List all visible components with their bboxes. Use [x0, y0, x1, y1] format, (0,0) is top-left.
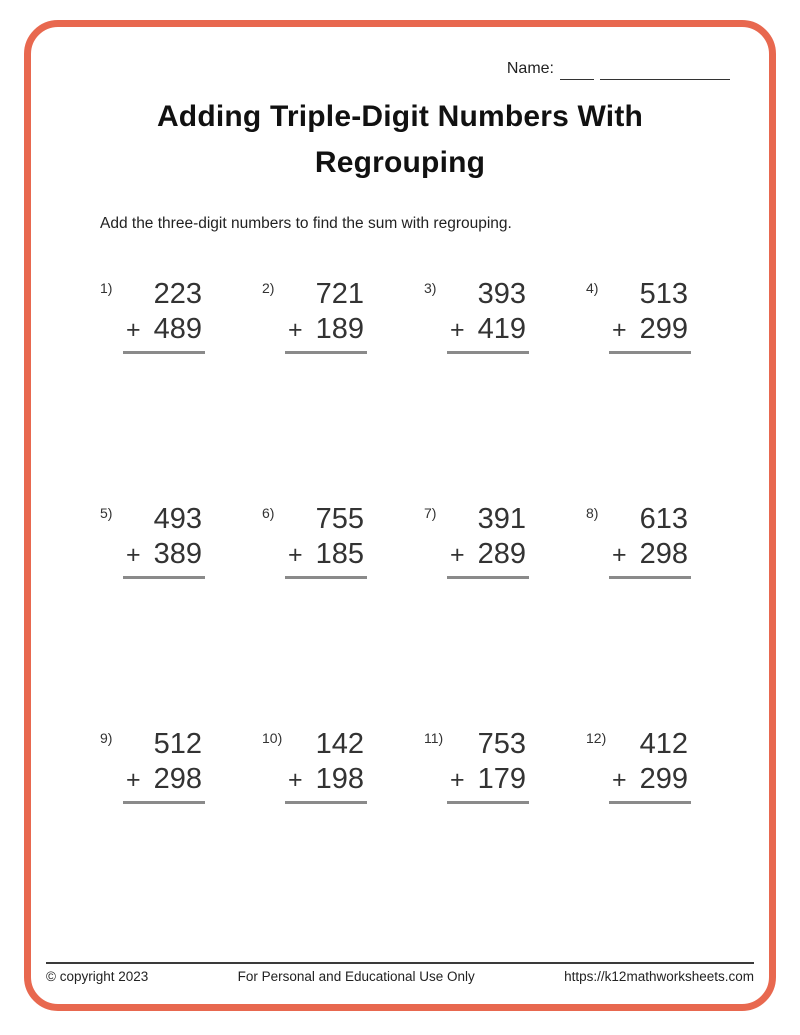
problem: [100, 727, 262, 804]
problem-column: [450, 277, 526, 354]
problem-number: 2): [262, 280, 275, 296]
name-line: [560, 60, 594, 80]
problem-column: [450, 727, 526, 804]
answer-line: [447, 351, 529, 354]
footer-url: https://k12mathworksheets.com: [564, 969, 754, 984]
problem-column: [126, 727, 202, 804]
plus-row: [126, 761, 202, 798]
problems-grid: [100, 277, 748, 804]
plus-operator: +: [288, 316, 303, 344]
addend-bottom: 299: [639, 313, 688, 345]
plus-row: [612, 311, 688, 348]
problem-column: [126, 277, 202, 354]
problem: [586, 727, 748, 804]
plus-row: [612, 536, 688, 573]
problem-number: 10): [262, 730, 283, 746]
plus-operator: +: [288, 541, 303, 569]
problem-number: 6): [262, 505, 275, 521]
problem: [100, 277, 262, 354]
problem: [586, 502, 748, 579]
answer-line: [447, 801, 529, 804]
plus-row: [288, 761, 364, 798]
plus-row: [126, 311, 202, 348]
addend-bottom: 198: [315, 763, 364, 795]
problem: [424, 277, 586, 354]
answer-line: [609, 576, 691, 579]
plus-operator: +: [288, 766, 303, 794]
addend-top: 223: [153, 278, 202, 310]
plus-operator: +: [450, 766, 465, 794]
problem: [262, 277, 424, 354]
addend-top: 393: [477, 278, 526, 310]
problem: [100, 502, 262, 579]
problem-column: [450, 502, 526, 579]
addend-top: 391: [477, 503, 526, 535]
problem-number: 9): [100, 730, 113, 746]
name-label: Name:: [506, 60, 554, 77]
plus-operator: +: [612, 766, 627, 794]
footer-row: [46, 964, 754, 984]
plus-operator: +: [450, 541, 465, 569]
addend-top: 493: [153, 503, 202, 535]
problem-number: 4): [586, 280, 599, 296]
problem: [424, 727, 586, 804]
plus-row: [612, 761, 688, 798]
problem-column: [612, 727, 688, 804]
plus-row: [288, 536, 364, 573]
problem-column: [612, 277, 688, 354]
plus-row: [126, 536, 202, 573]
answer-line: [609, 351, 691, 354]
worksheet-title: Adding Triple-Digit Numbers With Regrouping: [156, 100, 644, 179]
addend-bottom: 289: [477, 538, 526, 570]
footer: [46, 962, 754, 984]
addend-bottom: 389: [153, 538, 202, 570]
plus-operator: +: [612, 316, 627, 344]
footer-usage: For Personal and Educational Use Only: [237, 969, 475, 984]
answer-line: [447, 576, 529, 579]
problem-column: [288, 502, 364, 579]
problem-column: [612, 502, 688, 579]
plus-row: [450, 311, 526, 348]
plus-operator: +: [126, 541, 141, 569]
problem-number: 3): [424, 280, 437, 296]
instruction-text: Add the three-digit numbers to find the sum with regrouping.: [100, 215, 512, 232]
addend-bottom: 298: [153, 763, 202, 795]
addend-bottom: 419: [477, 313, 526, 345]
answer-line: [285, 576, 367, 579]
addend-top: 613: [639, 503, 688, 535]
addend-bottom: 299: [639, 763, 688, 795]
name-row: [507, 58, 730, 80]
addend-top: 753: [477, 728, 526, 760]
plus-operator: +: [450, 316, 465, 344]
problem-number: 12): [586, 730, 607, 746]
problem-number: 7): [424, 505, 437, 521]
addend-top: 721: [315, 278, 364, 310]
plus-row: [450, 761, 526, 798]
problem-column: [288, 727, 364, 804]
answer-line: [123, 801, 205, 804]
addend-top: 755: [315, 503, 364, 535]
addend-top: 142: [315, 728, 364, 760]
addend-bottom: 189: [315, 313, 364, 345]
answer-line: [123, 576, 205, 579]
footer-copyright: © copyright 2023: [46, 969, 149, 984]
addend-bottom: 298: [639, 538, 688, 570]
problem-number: 11): [424, 730, 444, 746]
addend-top: 512: [153, 728, 202, 760]
problem-number: 8): [586, 505, 599, 521]
plus-row: [450, 536, 526, 573]
plus-operator: +: [612, 541, 627, 569]
addend-top: 513: [639, 278, 688, 310]
addend-bottom: 179: [477, 763, 526, 795]
name-line: [600, 60, 730, 80]
answer-line: [285, 351, 367, 354]
addend-top: 412: [639, 728, 688, 760]
problem-column: [288, 277, 364, 354]
answer-line: [285, 801, 367, 804]
problem: [424, 502, 586, 579]
plus-row: [288, 311, 364, 348]
problem: [262, 502, 424, 579]
problem: [262, 727, 424, 804]
problem-number: 1): [100, 280, 113, 296]
addend-bottom: 489: [153, 313, 202, 345]
answer-line: [609, 801, 691, 804]
problem: [586, 277, 748, 354]
plus-operator: +: [126, 766, 141, 794]
plus-operator: +: [126, 316, 141, 344]
answer-line: [123, 351, 205, 354]
addend-bottom: 185: [315, 538, 364, 570]
problem-number: 5): [100, 505, 113, 521]
problem-column: [126, 502, 202, 579]
